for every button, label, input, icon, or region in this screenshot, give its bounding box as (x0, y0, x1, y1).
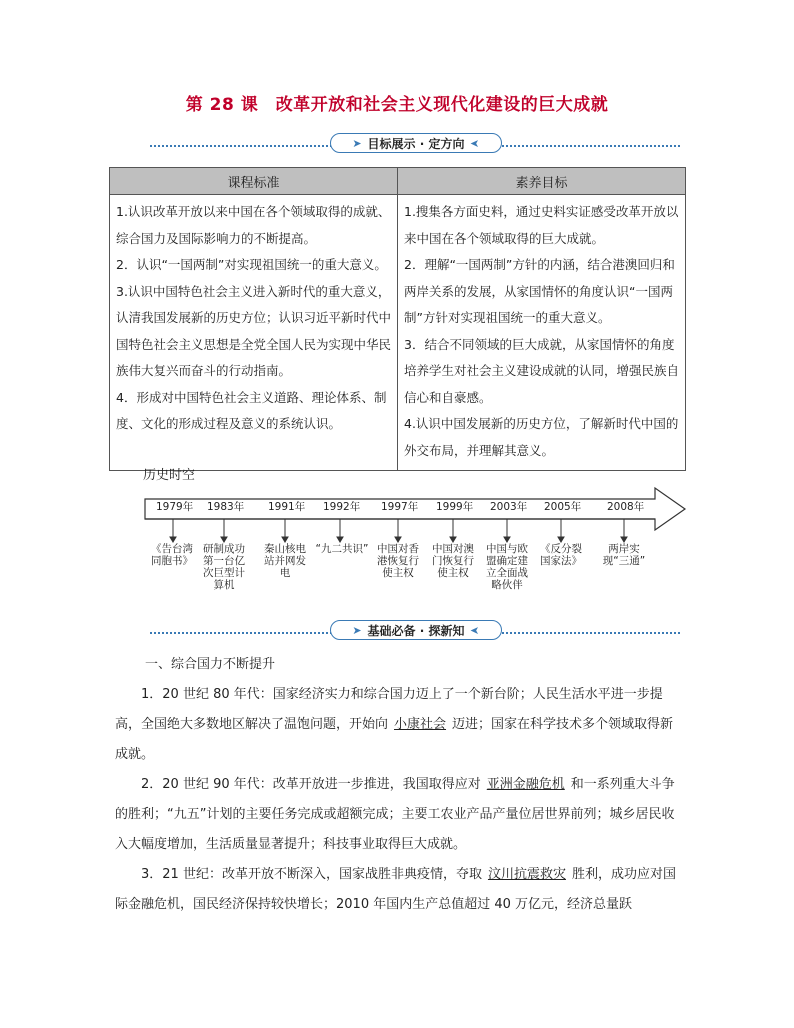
table-header-goals: 素养目标 (398, 168, 686, 195)
banner-pill (330, 620, 502, 640)
banner-label: 基础必备 · 探新知 (367, 623, 465, 638)
timeline-event: 中国与欧盟确定建立全面战略伙伴 (486, 543, 528, 591)
banner-pill (330, 133, 502, 153)
banner-label: 目标展示 · 定方向 (367, 136, 465, 151)
standard-item: 3.认识中国特色社会主义进入新时代的重大意义，认清我国发展新的历史方位；认识习近平新时代中国特色社会主义思想是全党全国人民为实现中华民族伟大复兴而奋斗的行动指南。 (116, 283, 392, 378)
timeline-year: 1979年 (156, 501, 194, 513)
timeline-year: 2008年 (607, 501, 645, 513)
chevron-right-icon: ➤ (352, 136, 362, 150)
answer-blank: 亚洲金融危机 (486, 777, 565, 792)
timeline-year: 1991年 (268, 501, 306, 513)
table-header-standards: 课程标准 (110, 168, 398, 195)
timeline-year: 1992年 (323, 501, 361, 513)
section-banner-goals (150, 131, 680, 153)
text-run: 3．21 世纪：改革开放不断深入，国家战胜非典疫情，夺取 (141, 867, 482, 882)
standard-item: 4．形成对中国特色社会主义道路、理论体系、制度、文化的形成过程及意义的系统认识。 (116, 389, 387, 431)
timeline-year: 1999年 (436, 501, 474, 513)
chevron-left-icon: ➤ (470, 623, 480, 637)
timeline-label: 历史时空 (143, 468, 196, 483)
text-run: 2．20 世纪 90 年代：改革开放进一步推进，我国取得应对 (141, 777, 481, 792)
text-run: 胜利，成功应对国际金融危机，国民经济保持较快增长；2010 年国内生产总值超过 40 万亿元，经济总量跃 (115, 867, 676, 912)
standard-item: 1.认识改革开放以来中国在各个领域取得的成就、综合国力及国际影响力的不断提高。 (116, 204, 391, 246)
timeline-year: 2003年 (490, 501, 528, 513)
text-run: 1．20 世纪 80 年代：国家经济实力和综合国力迈上了一个新台阶；人民生活水平进一步提高，全国绝大多数地区解决了温饱问题，开始向 (115, 687, 663, 732)
paragraph-3 (115, 860, 680, 920)
timeline-year: 1983年 (207, 501, 245, 513)
text-run: 迈进；国家在科学技术多个领域取得新成就。 (115, 717, 674, 762)
timeline-event: “九二共识” (315, 543, 369, 555)
timeline-event: 中国对香港恢复行使主权 (377, 543, 419, 579)
section-heading: 一、综合国力不断提升 (145, 657, 276, 672)
timeline-event: 《告台湾同胞书》 (151, 543, 193, 567)
timeline-event: 两岸实现“三通” (602, 543, 646, 567)
chevron-right-icon: ➤ (352, 623, 362, 637)
paragraph-2 (115, 770, 680, 860)
answer-blank: 汶川抗震救灾 (487, 867, 566, 882)
timeline-event: 研制成功第一台亿次巨型计算机 (203, 543, 245, 591)
paragraph-1 (115, 680, 680, 770)
standards-table (109, 167, 686, 471)
text-run: 和一系列重大斗争的胜利；“九五”计划的主要任务完成或超额完成；主要工农业产品产量位居世界前列；城乡居民收入大幅度增加，生活质量显著提升；科技事业取得巨大成就。 (115, 777, 675, 852)
body-content (115, 650, 680, 920)
standard-item: 2．认识“一国两制”对实现祖国统一的重大意义。 (116, 257, 387, 272)
history-timeline (140, 485, 690, 605)
goal-item: 1.搜集各方面史料，通过史料实证感受改革开放以来中国在各个领域取得的巨大成就。 (404, 204, 679, 246)
goal-item: 2．理解“一国两制”方针的内涵，结合港澳回归和两岸关系的发展，从家国情怀的角度认识“一国两制”方针对实现祖国统一的重大意义。 (404, 257, 675, 325)
timeline-event: 中国对澳门恢复行使主权 (432, 543, 474, 579)
goal-item: 4.认识中国发展新的历史方位，了解新时代中国的外交布局，并理解其意义。 (404, 416, 679, 458)
goals-cell (398, 195, 686, 471)
timeline-year: 2005年 (544, 501, 582, 513)
timeline-year: 1997年 (381, 501, 419, 513)
standards-cell (110, 195, 398, 471)
section-banner-basics (150, 618, 680, 640)
answer-blank: 小康社会 (394, 717, 447, 732)
goal-item: 3．结合不同领域的巨大成就，从家国情怀的角度培养学生对社会主义建设成就的认同，增强民族自信心和自豪感。 (404, 336, 680, 405)
timeline-event: 秦山核电站并网发电 (264, 543, 306, 579)
timeline-event: 《反分裂国家法》 (540, 543, 582, 567)
chevron-left-icon: ➤ (470, 136, 480, 150)
page-title: 第 28 课 改革开放和社会主义现代化建设的巨大成就 (185, 95, 609, 115)
